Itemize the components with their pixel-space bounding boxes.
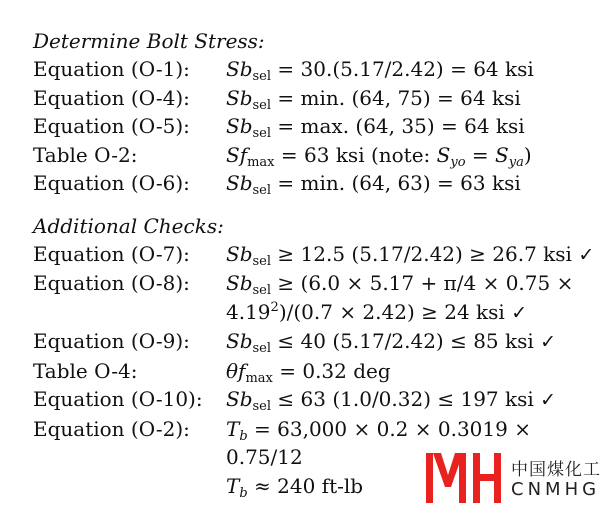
row-value: $Sb_{sel} \le 63$ (1.0/0.32) ≤ 197 ksi ✓ xyxy=(226,387,557,414)
section-spacer xyxy=(33,198,603,212)
row-label: Equation (O-2): xyxy=(33,416,190,441)
checkmark-icon: ✓ xyxy=(540,331,557,353)
row-value: $T_b = 63,000 \times 0.2 \times 0.3019$ × xyxy=(226,416,531,444)
row-value: $Sb_{sel} \le 40$ (5.17/2.42) ≤ 85 ksi ✓ xyxy=(226,329,557,356)
row-value: $Sf_{max} = 63$ ksi (note: $S_{yo} = S_{ya}$) xyxy=(226,142,532,170)
section-heading-bolt-stress: Determine Bolt Stress: xyxy=(33,29,265,53)
row-label: Equation (O-8): xyxy=(33,271,190,295)
row-equation-o9 xyxy=(33,327,603,357)
row-equation-o5 xyxy=(33,112,603,141)
row-table-o2 xyxy=(33,141,603,170)
row-label: Equation (O-6): xyxy=(33,171,190,195)
row-label: Equation (O-1): xyxy=(33,57,190,81)
checkmark-icon: ✓ xyxy=(540,389,557,411)
row-value: $T_b \approx 240$ ft-lb xyxy=(226,473,364,501)
cnmhg-logo-icon xyxy=(425,451,505,507)
row-label: Equation (O-10): xyxy=(33,387,203,411)
row-value: $4.19^2)/(0.7 \times 2.42) \ge 24$ ksi ✓ xyxy=(226,299,528,324)
row-equation-o8-continued xyxy=(33,298,603,328)
section-heading-additional-checks: Additional Checks: xyxy=(33,213,224,238)
watermark-logo xyxy=(425,451,610,507)
row-value: $\theta f_{max} = 0.32$ deg xyxy=(226,358,391,386)
row-label: Equation (O-9): xyxy=(33,329,190,353)
row-value: $Sb_{sel} = 30.(5.17/2.42) = 64$ ksi xyxy=(226,57,534,84)
row-label: Equation (O-4): xyxy=(33,85,190,110)
row-equation-o10 xyxy=(33,385,603,415)
row-value: 0.75/12 xyxy=(226,445,303,469)
row-equation-o8 xyxy=(33,269,603,298)
row-value: $Sb_{sel} \ge 12.5$ (5.17/2.42) ≥ 26.7 ksi ✓ xyxy=(226,241,595,269)
checkmark-icon: ✓ xyxy=(578,243,595,266)
row-value: $Sb_{sel} = \max$. (64, 35) = 64 ksi xyxy=(226,114,525,141)
checkmark-icon: ✓ xyxy=(511,301,528,324)
row-label: Table O-4: xyxy=(33,358,138,383)
row-equation-o2 xyxy=(33,415,603,444)
row-label: Equation (O-5): xyxy=(33,114,190,138)
row-label: Equation (O-7): xyxy=(33,241,190,266)
row-table-o4 xyxy=(33,357,603,386)
row-value: $Sb_{sel} = \min$. (64, 63) = 63 ksi xyxy=(226,171,521,198)
row-equation-o4 xyxy=(33,84,603,113)
logo-english-text: CNMHG xyxy=(511,479,601,500)
row-equation-o7 xyxy=(33,240,603,270)
row-equation-o6 xyxy=(33,169,603,198)
row-label: Table O-2: xyxy=(33,142,138,167)
row-value: $Sb_{sel} \ge (6.0 \times 5.17 + \pi/4 \times 0.75$ × xyxy=(226,271,574,298)
row-value: $Sb_{sel} = \min$. (64, 75) = 64 ksi xyxy=(226,85,521,113)
logo-chinese-text: 中国煤化工 xyxy=(511,460,601,480)
row-equation-o1 xyxy=(33,55,603,84)
document-body xyxy=(33,27,603,500)
